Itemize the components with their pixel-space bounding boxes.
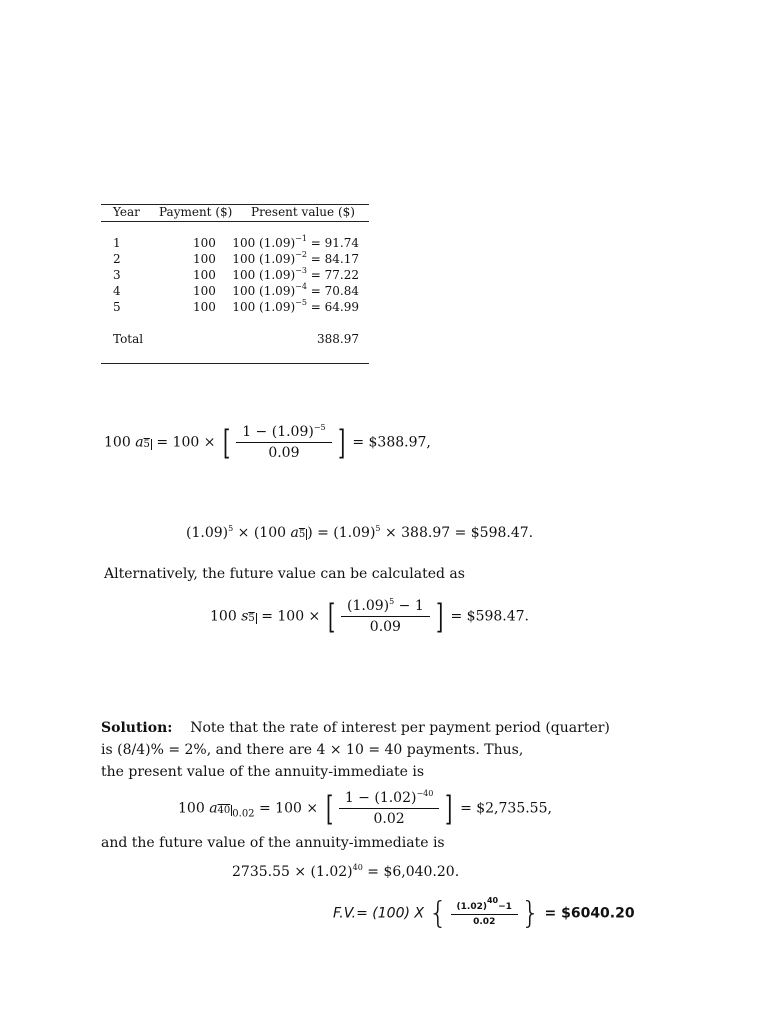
equation-present-value: 100 a5 = 100 × [ $\frac{1 - (1.09)^{-5}}{0.09}$ ] = $388.97, [104,422,431,463]
table-header [101,205,369,221]
header-payment: Payment ($) [159,205,233,219]
row-present-value: 100 $(1.09)^{-2} = 84.17$ [232,250,359,266]
header-year: Year [113,205,140,219]
row-payment: 100 [193,300,216,314]
solution-line-2: is (8/4)% = 2%, and there are 4 × 10 = 40 payments. Thus, [101,742,524,758]
row-present-value: 100 $(1.09)^{-3} = 77.22$ [232,266,359,282]
solution-label: Solution: [101,720,173,736]
table-row [101,252,369,268]
table-row [101,284,369,300]
table-row [101,268,369,284]
total-value: 388.97 [317,332,359,346]
total-label: Total [113,332,144,346]
row-present-value: 100 $(1.09)^{-4} = 70.84$ [232,282,359,298]
header-present-value: Present value ($) [251,205,355,219]
table-row [101,236,369,252]
text-alternatively: Alternatively, the future value can be calculated as [104,566,465,582]
table-row [101,300,369,316]
row-year: 4 [113,284,121,298]
equation-future-value: 100 s5 = 100 × [ $\frac{(1.09)^5 - 1}{0.09}$ ] = $598.47. [210,596,530,637]
text-future-value: and the future value of the annuity-immediate is [101,835,445,851]
equation-accumulated-value: $(1.09)^5 \times (100$ a5 ) = $(1.09)^5 \times 388.97$ = $598.47. [186,524,534,541]
row-payment: 100 [193,284,216,298]
equation-fv-handwritten: F.V.= (100) X { $\frac{(1.02)^{40}-1}{0.02}$ } = $6040.20 [333,895,635,931]
equation-annuity-future-value: $2735.55 \times (1.02)^{40}$ = $6,040.20. [232,863,460,880]
table-header-rule [101,221,369,222]
row-year: 5 [113,300,121,314]
row-payment: 100 [193,252,216,266]
row-payment: 100 [193,236,216,250]
table-bottom-rule [101,363,369,364]
row-present-value: 100 $(1.09)^{-1} = 91.74$ [232,234,359,250]
solution-line-3: the present value of the annuity-immediate is [101,764,425,780]
equation-annuity-present-value: 100 a40 $_{0.02}$ = 100 × [ $\frac{1 - (1.02)^{-40}}{0.02}$ ] = $2,735.55, [178,788,552,829]
row-present-value: 100 $(1.09)^{-5} = 64.99$ [232,298,359,314]
row-payment: 100 [193,268,216,282]
solution-line-1: Solution: Note that the rate of interest per payment period (quarter) [101,720,610,736]
row-year: 1 [113,236,121,250]
row-year: 2 [113,252,121,266]
row-year: 3 [113,268,121,282]
table-total-row [101,332,369,348]
